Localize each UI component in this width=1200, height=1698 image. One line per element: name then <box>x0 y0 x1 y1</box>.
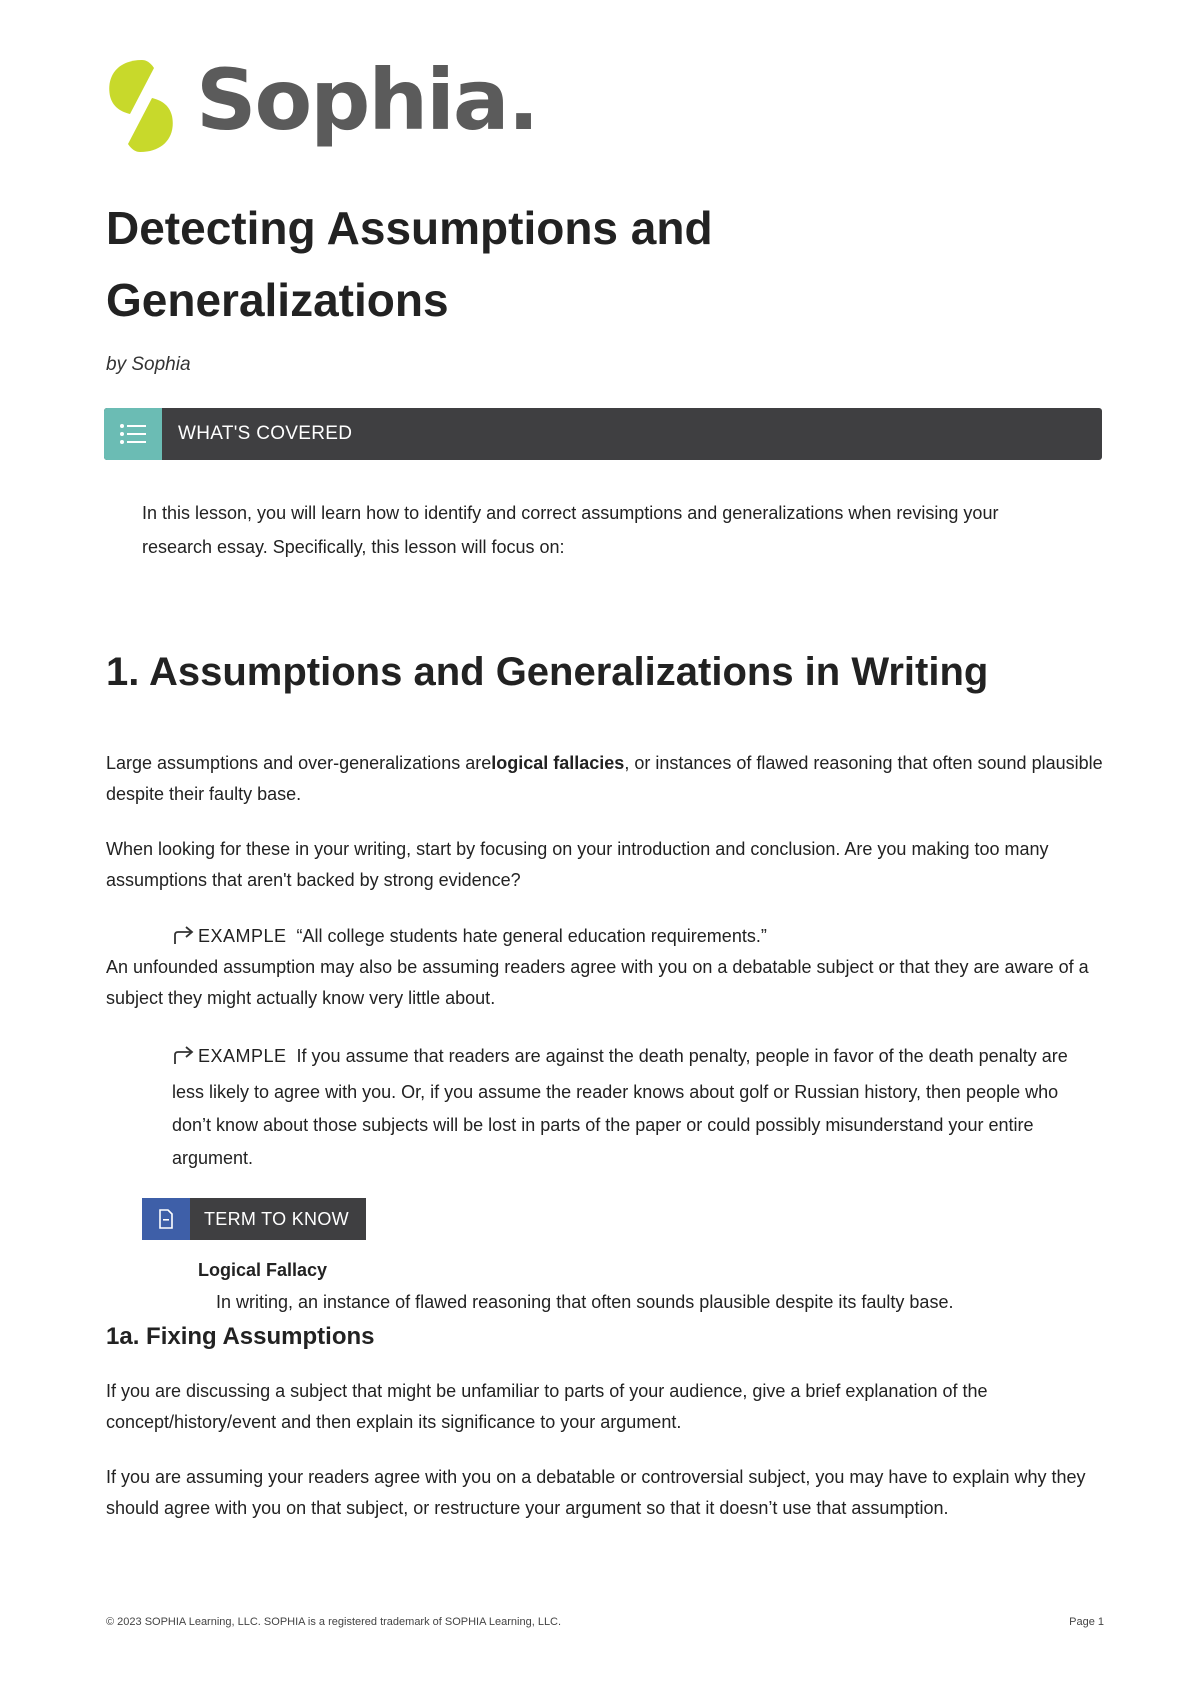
byline: by Sophia <box>106 354 191 375</box>
page-title: Detecting Assumptions and Generalizations <box>106 202 713 326</box>
sophia-logo-mark-icon <box>104 56 178 156</box>
example-1-tag: EXAMPLE <box>198 926 287 946</box>
section-1a-heading: 1a. Fixing Assumptions <box>106 1323 375 1350</box>
whats-covered-banner <box>104 408 1102 460</box>
term-name: Logical Fallacy <box>198 1260 328 1280</box>
whats-covered-text: In this lesson, you will learn how to identify and correct assumptions and generalizations when revising your research essay. Specifically, this lesson will focus on: <box>142 503 999 557</box>
paragraph-debatable-subject: If you are assuming your readers agree with you on a debatable or controversial subject, you may have to explain why they should agree with you on that subject, or restructure your argument so that it doesn’t use that assumption. <box>106 1467 1086 1518</box>
example-arrow-icon <box>172 1043 194 1076</box>
logical-fallacies-term: logical fallacies <box>491 753 625 773</box>
section-1-heading: 1. Assumptions and Generalizations in Writing <box>106 650 989 694</box>
document-icon <box>142 1198 190 1240</box>
example-2-tag: EXAMPLE <box>198 1046 287 1066</box>
example-2 <box>172 1040 1092 1175</box>
term-to-know-banner <box>142 1198 366 1240</box>
example-2-text: If you assume that readers are against the death penalty, people in favor of the death penalty are less likely to agree with you. Or, if you assume the reader knows about golf or Russian history, then people who don’t know about those subjects will be lost in parts of the paper or could possibly misunderstand your entire argument. <box>172 1046 1068 1168</box>
whats-covered-label: WHAT'S COVERED <box>178 423 353 444</box>
example-1 <box>172 920 1092 956</box>
paragraph-unfounded-assumption: An unfounded assumption may also be assuming readers agree with you on a debatable subject or that they are aware of a subject they might actually know very little about. <box>106 957 1089 1008</box>
term-to-know-label: TERM TO KNOW <box>204 1208 349 1229</box>
sophia-wordmark: Sophia. <box>196 51 538 149</box>
paragraph-unfamiliar-subject: If you are discussing a subject that might be unfamiliar to parts of your audience, give a brief explanation of the concept/history/event and then explain its significance to your argument. <box>106 1381 988 1432</box>
footer-copyright: © 2023 SOPHIA Learning, LLC. SOPHIA is a registered trademark of SOPHIA Learning, LLC. <box>106 1616 562 1628</box>
example-1-text: “All college students hate general education requirements.” <box>296 926 767 946</box>
sophia-logo <box>104 51 538 156</box>
footer-page-number: Page 1 <box>1069 1616 1104 1628</box>
term-definition: In writing, an instance of flawed reasoning that often sounds plausible despite its faulty base. <box>216 1292 954 1312</box>
paragraph-logical-fallacies: Large assumptions and over-generalizations arelogical fallacies, or instances of flawed reasoning that often sound plausible despite their faulty base. <box>106 753 1103 804</box>
paragraph-looking-for: When looking for these in your writing, start by focusing on your introduction and conclusion. Are you making too many assumptions that aren't backed by strong evidence? <box>106 839 1049 890</box>
list-icon <box>104 408 162 460</box>
